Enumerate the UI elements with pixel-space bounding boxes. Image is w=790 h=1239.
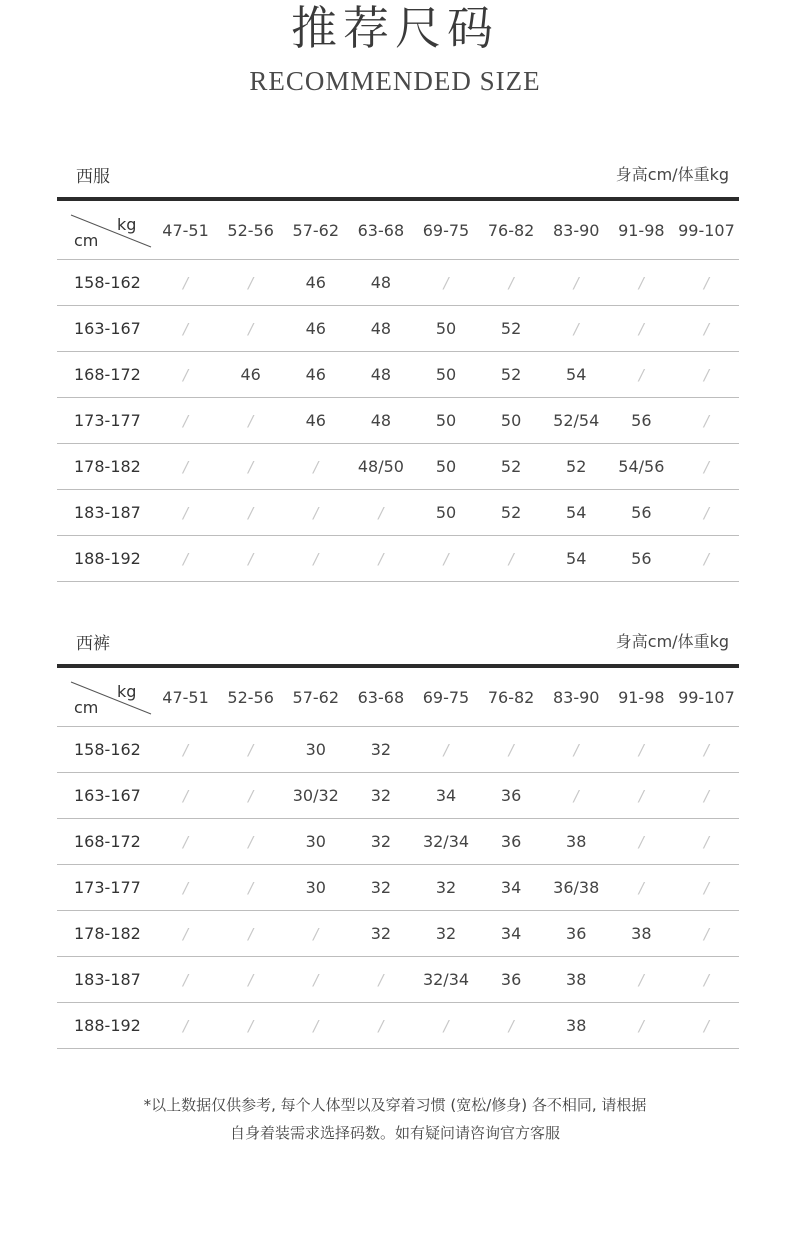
not-available-cell: / bbox=[413, 260, 478, 306]
size-cell: 38 bbox=[544, 957, 609, 1003]
not-available-cell: / bbox=[674, 352, 739, 398]
not-available-cell: / bbox=[674, 398, 739, 444]
table-row bbox=[57, 398, 739, 444]
page-title-cn: 推荐尺码 bbox=[291, 1, 499, 55]
not-available-cell: / bbox=[348, 536, 413, 582]
size-cell: 38 bbox=[544, 1003, 609, 1049]
table-row bbox=[57, 773, 739, 819]
note-line-2: 自身着装需求选择码数。如有疑问请咨询官方客服 bbox=[229, 1124, 560, 1142]
size-cell: 50 bbox=[479, 398, 544, 444]
not-available-cell: / bbox=[544, 773, 609, 819]
not-available-cell: / bbox=[283, 1003, 348, 1049]
size-cell: 52 bbox=[479, 306, 544, 352]
size-cell: 48/50 bbox=[348, 444, 413, 490]
not-available-cell: / bbox=[609, 865, 674, 911]
size-cell: 56 bbox=[609, 398, 674, 444]
size-cell: 52 bbox=[544, 444, 609, 490]
not-available-cell: / bbox=[153, 444, 218, 490]
diagonal-header bbox=[57, 668, 153, 726]
size-cell: 32 bbox=[348, 727, 413, 773]
not-available-cell: / bbox=[674, 911, 739, 957]
not-available-cell: / bbox=[674, 444, 739, 490]
table-row bbox=[57, 819, 739, 865]
weight-column-header: 99-107 bbox=[674, 668, 739, 727]
not-available-cell: / bbox=[218, 444, 283, 490]
weight-column-header: 83-90 bbox=[544, 668, 609, 727]
size-cell: 46 bbox=[283, 352, 348, 398]
suit-section bbox=[57, 157, 739, 582]
not-available-cell: / bbox=[348, 1003, 413, 1049]
unit-label: 身高cm/体重kg bbox=[615, 165, 729, 184]
not-available-cell: / bbox=[153, 490, 218, 536]
table-row bbox=[57, 727, 739, 773]
table-row bbox=[57, 1003, 739, 1049]
table-row bbox=[57, 306, 739, 352]
not-available-cell: / bbox=[218, 727, 283, 773]
not-available-cell: / bbox=[674, 773, 739, 819]
size-cell: 56 bbox=[609, 536, 674, 582]
diagonal-header bbox=[57, 201, 153, 259]
not-available-cell: / bbox=[674, 536, 739, 582]
not-available-cell: / bbox=[609, 260, 674, 306]
not-available-cell: / bbox=[153, 1003, 218, 1049]
weight-axis-label: kg bbox=[117, 682, 137, 701]
weight-column-header: 57-62 bbox=[283, 201, 348, 260]
table-row bbox=[57, 352, 739, 398]
not-available-cell: / bbox=[283, 536, 348, 582]
size-cell: 36 bbox=[479, 819, 544, 865]
not-available-cell: / bbox=[218, 911, 283, 957]
weight-column-header: 63-68 bbox=[348, 201, 413, 260]
not-available-cell: / bbox=[153, 352, 218, 398]
not-available-cell: / bbox=[283, 490, 348, 536]
not-available-cell: / bbox=[674, 1003, 739, 1049]
not-available-cell: / bbox=[218, 819, 283, 865]
not-available-cell: / bbox=[348, 490, 413, 536]
section-title: 西服 bbox=[76, 167, 110, 187]
size-cell: 46 bbox=[283, 260, 348, 306]
not-available-cell: / bbox=[153, 398, 218, 444]
not-available-cell: / bbox=[609, 773, 674, 819]
size-cell: 50 bbox=[413, 306, 478, 352]
size-cell: 50 bbox=[413, 398, 478, 444]
size-cell: 36 bbox=[479, 957, 544, 1003]
unit-label: 身高cm/体重kg bbox=[615, 632, 729, 651]
height-range-label: 178-182 bbox=[57, 911, 153, 957]
weight-column-header: 83-90 bbox=[544, 201, 609, 260]
not-available-cell: / bbox=[674, 957, 739, 1003]
size-cell: 48 bbox=[348, 306, 413, 352]
size-cell: 36 bbox=[479, 773, 544, 819]
weight-column-header: 57-62 bbox=[283, 668, 348, 727]
weight-axis-label: kg bbox=[117, 215, 137, 234]
not-available-cell: / bbox=[609, 1003, 674, 1049]
size-cell: 54 bbox=[544, 490, 609, 536]
table-row bbox=[57, 911, 739, 957]
not-available-cell: / bbox=[544, 306, 609, 352]
not-available-cell: / bbox=[218, 1003, 283, 1049]
height-range-label: 188-192 bbox=[57, 1003, 153, 1049]
size-cell: 52/54 bbox=[544, 398, 609, 444]
table-row bbox=[57, 536, 739, 582]
weight-column-header: 52-56 bbox=[218, 668, 283, 727]
height-axis-label: cm bbox=[74, 231, 99, 250]
corner-cell bbox=[57, 201, 153, 260]
not-available-cell: / bbox=[544, 727, 609, 773]
height-range-label: 173-177 bbox=[57, 398, 153, 444]
not-available-cell: / bbox=[479, 727, 544, 773]
size-cell: 32 bbox=[413, 865, 478, 911]
not-available-cell: / bbox=[153, 306, 218, 352]
not-available-cell: / bbox=[674, 306, 739, 352]
section-header bbox=[57, 157, 739, 197]
not-available-cell: / bbox=[609, 819, 674, 865]
size-cell: 38 bbox=[609, 911, 674, 957]
not-available-cell: / bbox=[609, 957, 674, 1003]
size-cell: 36 bbox=[544, 911, 609, 957]
size-cell: 52 bbox=[479, 352, 544, 398]
not-available-cell: / bbox=[413, 727, 478, 773]
not-available-cell: / bbox=[479, 260, 544, 306]
not-available-cell: / bbox=[609, 727, 674, 773]
not-available-cell: / bbox=[218, 398, 283, 444]
weight-column-header: 76-82 bbox=[479, 201, 544, 260]
height-range-label: 188-192 bbox=[57, 536, 153, 582]
height-range-label: 168-172 bbox=[57, 352, 153, 398]
not-available-cell: / bbox=[153, 865, 218, 911]
size-table bbox=[57, 201, 739, 582]
not-available-cell: / bbox=[609, 306, 674, 352]
size-cell: 46 bbox=[218, 352, 283, 398]
not-available-cell: / bbox=[674, 260, 739, 306]
not-available-cell: / bbox=[153, 911, 218, 957]
not-available-cell: / bbox=[479, 536, 544, 582]
not-available-cell: / bbox=[283, 957, 348, 1003]
not-available-cell: / bbox=[283, 911, 348, 957]
weight-column-header: 91-98 bbox=[609, 201, 674, 260]
page-title-en: RECOMMENDED SIZE bbox=[249, 66, 541, 96]
weight-column-header: 47-51 bbox=[153, 201, 218, 260]
table-row bbox=[57, 444, 739, 490]
height-axis-label: cm bbox=[74, 698, 99, 717]
weight-column-header: 91-98 bbox=[609, 668, 674, 727]
weight-column-header: 69-75 bbox=[413, 668, 478, 727]
not-available-cell: / bbox=[413, 1003, 478, 1049]
size-cell: 54 bbox=[544, 536, 609, 582]
not-available-cell: / bbox=[413, 536, 478, 582]
section-title: 西裤 bbox=[76, 634, 110, 654]
not-available-cell: / bbox=[674, 819, 739, 865]
header-row bbox=[57, 668, 739, 727]
not-available-cell: / bbox=[153, 260, 218, 306]
not-available-cell: / bbox=[218, 773, 283, 819]
not-available-cell: / bbox=[153, 727, 218, 773]
height-range-label: 158-162 bbox=[57, 260, 153, 306]
not-available-cell: / bbox=[153, 957, 218, 1003]
size-cell: 52 bbox=[479, 444, 544, 490]
size-cell: 48 bbox=[348, 398, 413, 444]
height-range-label: 168-172 bbox=[57, 819, 153, 865]
header-row bbox=[57, 201, 739, 260]
size-cell: 54/56 bbox=[609, 444, 674, 490]
size-cell: 46 bbox=[283, 398, 348, 444]
not-available-cell: / bbox=[674, 727, 739, 773]
not-available-cell: / bbox=[479, 1003, 544, 1049]
size-cell: 32 bbox=[348, 865, 413, 911]
size-cell: 46 bbox=[283, 306, 348, 352]
size-cell: 56 bbox=[609, 490, 674, 536]
size-cell: 32 bbox=[348, 773, 413, 819]
not-available-cell: / bbox=[544, 260, 609, 306]
size-table bbox=[57, 668, 739, 1049]
table-row bbox=[57, 957, 739, 1003]
height-range-label: 178-182 bbox=[57, 444, 153, 490]
weight-column-header: 52-56 bbox=[218, 201, 283, 260]
section-header bbox=[57, 624, 739, 664]
not-available-cell: / bbox=[153, 819, 218, 865]
table-row bbox=[57, 260, 739, 306]
size-cell: 50 bbox=[413, 444, 478, 490]
not-available-cell: / bbox=[218, 865, 283, 911]
disclaimer-note bbox=[0, 1091, 790, 1147]
not-available-cell: / bbox=[218, 490, 283, 536]
not-available-cell: / bbox=[283, 444, 348, 490]
weight-column-header: 76-82 bbox=[479, 668, 544, 727]
weight-column-header: 99-107 bbox=[674, 201, 739, 260]
size-cell: 32 bbox=[348, 819, 413, 865]
size-cell: 30 bbox=[283, 819, 348, 865]
not-available-cell: / bbox=[218, 306, 283, 352]
not-available-cell: / bbox=[348, 957, 413, 1003]
height-range-label: 183-187 bbox=[57, 957, 153, 1003]
not-available-cell: / bbox=[674, 865, 739, 911]
size-cell: 30/32 bbox=[283, 773, 348, 819]
size-cell: 50 bbox=[413, 352, 478, 398]
table-row bbox=[57, 490, 739, 536]
size-cell: 52 bbox=[479, 490, 544, 536]
size-cell: 34 bbox=[413, 773, 478, 819]
table-row bbox=[57, 865, 739, 911]
size-cell: 32/34 bbox=[413, 957, 478, 1003]
note-line-1: *以上数据仅供参考, 每个人体型以及穿着习惯 (宽松/修身) 各不相同, 请根据 bbox=[143, 1096, 647, 1114]
size-cell: 32 bbox=[413, 911, 478, 957]
size-cell: 36/38 bbox=[544, 865, 609, 911]
weight-column-header: 47-51 bbox=[153, 668, 218, 727]
size-cell: 38 bbox=[544, 819, 609, 865]
size-cell: 48 bbox=[348, 352, 413, 398]
size-cell: 54 bbox=[544, 352, 609, 398]
not-available-cell: / bbox=[153, 773, 218, 819]
height-range-label: 173-177 bbox=[57, 865, 153, 911]
corner-cell bbox=[57, 668, 153, 727]
height-range-label: 163-167 bbox=[57, 773, 153, 819]
height-range-label: 158-162 bbox=[57, 727, 153, 773]
not-available-cell: / bbox=[153, 536, 218, 582]
height-range-label: 183-187 bbox=[57, 490, 153, 536]
size-cell: 34 bbox=[479, 911, 544, 957]
not-available-cell: / bbox=[218, 957, 283, 1003]
weight-column-header: 69-75 bbox=[413, 201, 478, 260]
not-available-cell: / bbox=[218, 260, 283, 306]
size-cell: 32/34 bbox=[413, 819, 478, 865]
not-available-cell: / bbox=[609, 352, 674, 398]
trousers-section bbox=[57, 624, 739, 1049]
not-available-cell: / bbox=[218, 536, 283, 582]
size-cell: 50 bbox=[413, 490, 478, 536]
size-cell: 32 bbox=[348, 911, 413, 957]
height-range-label: 163-167 bbox=[57, 306, 153, 352]
weight-column-header: 63-68 bbox=[348, 668, 413, 727]
size-cell: 30 bbox=[283, 727, 348, 773]
not-available-cell: / bbox=[674, 490, 739, 536]
size-cell: 34 bbox=[479, 865, 544, 911]
size-cell: 48 bbox=[348, 260, 413, 306]
size-cell: 30 bbox=[283, 865, 348, 911]
